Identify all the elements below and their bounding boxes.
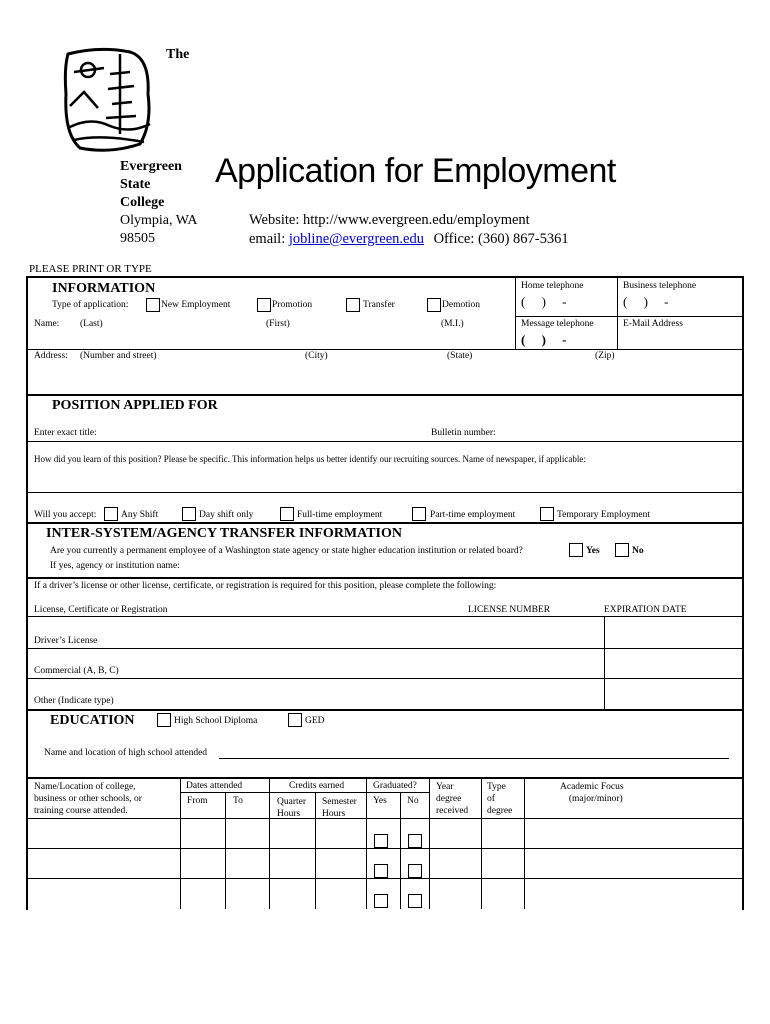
transfer-yes-checkbox[interactable] — [569, 543, 583, 557]
hs-diploma-checkbox[interactable] — [157, 713, 171, 727]
phone-row-divider — [515, 316, 742, 317]
bulletin-number-label: Bulletin number: — [431, 428, 496, 438]
demotion-checkbox[interactable] — [427, 298, 441, 312]
other-license-label: Other (Indicate type) — [34, 696, 114, 706]
form-left-border — [26, 276, 28, 910]
any-shift-checkbox[interactable] — [104, 507, 118, 521]
type-header-line2: of — [487, 794, 495, 804]
promotion-label: Promotion — [272, 300, 313, 310]
type-of-application-label: Type of application: — [52, 300, 129, 310]
year-header-line2: degree — [436, 794, 462, 804]
license-top-border — [26, 577, 744, 579]
website-line: Website: http://www.evergreen.edu/employment — [249, 212, 530, 228]
email-link[interactable]: jobline@evergreen.edu — [288, 231, 424, 247]
edu-col-no — [400, 793, 401, 909]
to-header: To — [233, 796, 243, 806]
edu-name-header-line1: Name/Location of college, — [34, 782, 136, 792]
transfer-heading: INTER-SYSTEM/AGENCY TRANSFER INFORMATION — [46, 526, 403, 541]
type-header-line1: Type — [487, 782, 506, 792]
edu-col-year — [429, 778, 430, 909]
name-first-label: (First) — [266, 319, 290, 329]
edu-col-to — [225, 793, 226, 909]
part-time-checkbox[interactable] — [412, 507, 426, 521]
tree-logo-icon — [60, 44, 156, 154]
license-col-divider — [604, 616, 605, 709]
business-telephone-field[interactable]: ( ) - — [623, 294, 669, 309]
edu-row2-line — [27, 848, 742, 849]
day-shift-checkbox[interactable] — [182, 507, 196, 521]
edu-subheader-line-grad — [367, 792, 429, 793]
college-name — [120, 158, 182, 212]
exact-title-label: Enter exact title: — [34, 428, 97, 438]
office-phone: Office: (360) 867-5361 — [433, 231, 569, 247]
type-header-line3: degree — [487, 806, 513, 816]
license-number-header: LICENSE NUMBER — [468, 605, 551, 615]
focus-header-line2: (major/minor) — [568, 794, 623, 804]
name-mi-label: (M.I.) — [441, 319, 464, 329]
transfer-checkbox[interactable] — [346, 298, 360, 312]
edu-name-header — [34, 781, 142, 817]
edu-col-graduated — [366, 778, 367, 909]
education-top-border — [26, 709, 744, 711]
credits-earned-header: Credits earned — [289, 781, 345, 791]
business-telephone-label: Business telephone — [623, 281, 697, 291]
edu-name-header-line2: business or other schools, or — [34, 794, 142, 804]
ged-checkbox[interactable] — [288, 713, 302, 727]
edu-col-name — [180, 778, 181, 909]
full-time-label: Full-time employment — [297, 510, 383, 520]
education-heading: EDUCATION — [50, 713, 135, 728]
address-zip-label: (Zip) — [595, 351, 615, 361]
home-telephone-field[interactable]: ( ) - — [521, 294, 567, 309]
day-shift-label: Day shift only — [199, 510, 254, 520]
edu-table-top — [26, 777, 744, 779]
academic-focus-header — [560, 781, 624, 805]
edu-row3-no-checkbox[interactable] — [408, 894, 422, 908]
year-header-line1: Year — [436, 782, 454, 792]
edu-subheader-line-credits — [270, 792, 366, 793]
temporary-label: Temporary Employment — [557, 510, 650, 520]
contact-line — [249, 231, 569, 248]
edu-row1-no-checkbox[interactable] — [408, 834, 422, 848]
accept-top-line — [27, 492, 742, 493]
edu-row3-yes-checkbox[interactable] — [374, 894, 388, 908]
header-the: The — [166, 47, 190, 62]
edu-row1-line — [27, 818, 742, 819]
college-name-line1: Evergreen — [120, 159, 182, 174]
edu-row2-yes-checkbox[interactable] — [374, 864, 388, 878]
transfer-question: Are you currently a permanent employee of a Washington state agency or state higher education institution or related board? — [50, 546, 523, 556]
edu-col-semester — [315, 793, 316, 909]
address-top-line — [27, 349, 742, 350]
transfer-no-checkbox[interactable] — [615, 543, 629, 557]
college-address — [120, 212, 198, 248]
phone-block-divider — [515, 277, 516, 349]
quarter-header-line2: Hours — [277, 809, 301, 819]
college-city: Olympia, WA — [120, 213, 198, 228]
transfer-top-border — [26, 522, 744, 524]
form-right-border — [742, 276, 744, 910]
new-employment-label: New Employment — [161, 300, 231, 310]
edu-row2-no-checkbox[interactable] — [408, 864, 422, 878]
ged-label: GED — [305, 716, 325, 726]
new-employment-checkbox[interactable] — [146, 298, 160, 312]
semester-header-line1: Semester — [322, 797, 357, 807]
edu-row1-yes-checkbox[interactable] — [374, 834, 388, 848]
transfer-yes-label: Yes — [586, 546, 600, 556]
message-telephone-label: Message telephone — [521, 319, 594, 329]
type-degree-header — [487, 781, 512, 817]
edu-name-header-line3: training course attended. — [34, 806, 128, 816]
accept-label: Will you accept: — [34, 510, 97, 520]
graduated-header: Graduated? — [373, 781, 417, 791]
position-top-border — [26, 394, 744, 396]
name-last-label: (Last) — [80, 319, 103, 329]
license-row3-line — [27, 678, 742, 679]
edu-subheader-line-dates — [181, 792, 269, 793]
edu-col-type — [481, 778, 482, 909]
name-label: Name: — [34, 319, 60, 329]
position-heading: POSITION APPLIED FOR — [52, 398, 218, 413]
from-header: From — [187, 796, 208, 806]
part-time-label: Part-time employment — [430, 510, 516, 520]
address-city-label: (City) — [305, 351, 328, 361]
edu-col-focus — [524, 778, 525, 909]
college-logo — [60, 44, 156, 154]
college-name-line3: College — [120, 195, 165, 210]
hs-diploma-label: High School Diploma — [174, 716, 258, 726]
year-degree-header — [436, 781, 468, 817]
quarter-header-line1: Quarter — [277, 797, 307, 807]
license-intro: If a driver’s license or other license, certificate, or registration is required for this position, please complete the following: — [34, 581, 497, 591]
how-learn-top-line — [27, 441, 742, 442]
full-time-checkbox[interactable] — [280, 507, 294, 521]
graduated-yes-header: Yes — [373, 796, 387, 806]
graduated-no-header: No — [407, 796, 419, 806]
message-telephone-field[interactable]: ( ) - — [521, 332, 567, 347]
promotion-checkbox[interactable] — [257, 298, 271, 312]
license-row1-line — [27, 616, 742, 617]
email-address-label: E-Mail Address — [623, 319, 683, 329]
college-zip: 98505 — [120, 231, 155, 246]
phone-col-divider — [617, 277, 618, 349]
transfer-label: Transfer — [363, 300, 395, 310]
any-shift-label: Any Shift — [121, 510, 159, 520]
year-header-line3: received — [436, 806, 469, 816]
home-telephone-label: Home telephone — [521, 281, 584, 291]
agency-name-label: If yes, agency or institution name: — [50, 561, 180, 571]
college-name-line2: State — [120, 177, 151, 192]
edu-row3-line — [27, 878, 742, 879]
focus-header-line1: Academic Focus — [560, 782, 624, 792]
address-state-label: (State) — [447, 351, 473, 361]
information-heading: INFORMATION — [52, 281, 156, 296]
how-learn-label: How did you learn of this position? Please be specific. This information helps us better identify our recruiting sources. Name of newspaper, if applicable: — [34, 454, 586, 464]
address-street-label: (Number and street) — [80, 351, 157, 361]
page-title: Application for Employment — [215, 152, 616, 190]
expiration-date-header: EXPIRATION DATE — [604, 605, 687, 615]
drivers-license-label: Driver’s License — [34, 636, 98, 646]
license-row2-line — [27, 648, 742, 649]
transfer-no-label: No — [632, 546, 644, 556]
email-label: email: — [249, 231, 286, 247]
address-label: Address: — [34, 351, 68, 361]
quarter-hours-header — [277, 796, 306, 820]
semester-header-line2: Hours — [322, 809, 346, 819]
print-note: PLEASE PRINT OR TYPE — [29, 263, 152, 275]
high-school-field[interactable] — [219, 758, 729, 759]
semester-hours-header — [322, 796, 357, 820]
high-school-label: Name and location of high school attended — [44, 748, 208, 758]
license-col-title: License, Certificate or Registration — [34, 605, 168, 615]
edu-col-credits — [269, 778, 270, 909]
commercial-license-label: Commercial (A, B, C) — [34, 666, 119, 676]
dates-attended-header: Dates attended — [186, 781, 243, 791]
temporary-checkbox[interactable] — [540, 507, 554, 521]
form-top-border — [26, 276, 744, 278]
demotion-label: Demotion — [442, 300, 480, 310]
